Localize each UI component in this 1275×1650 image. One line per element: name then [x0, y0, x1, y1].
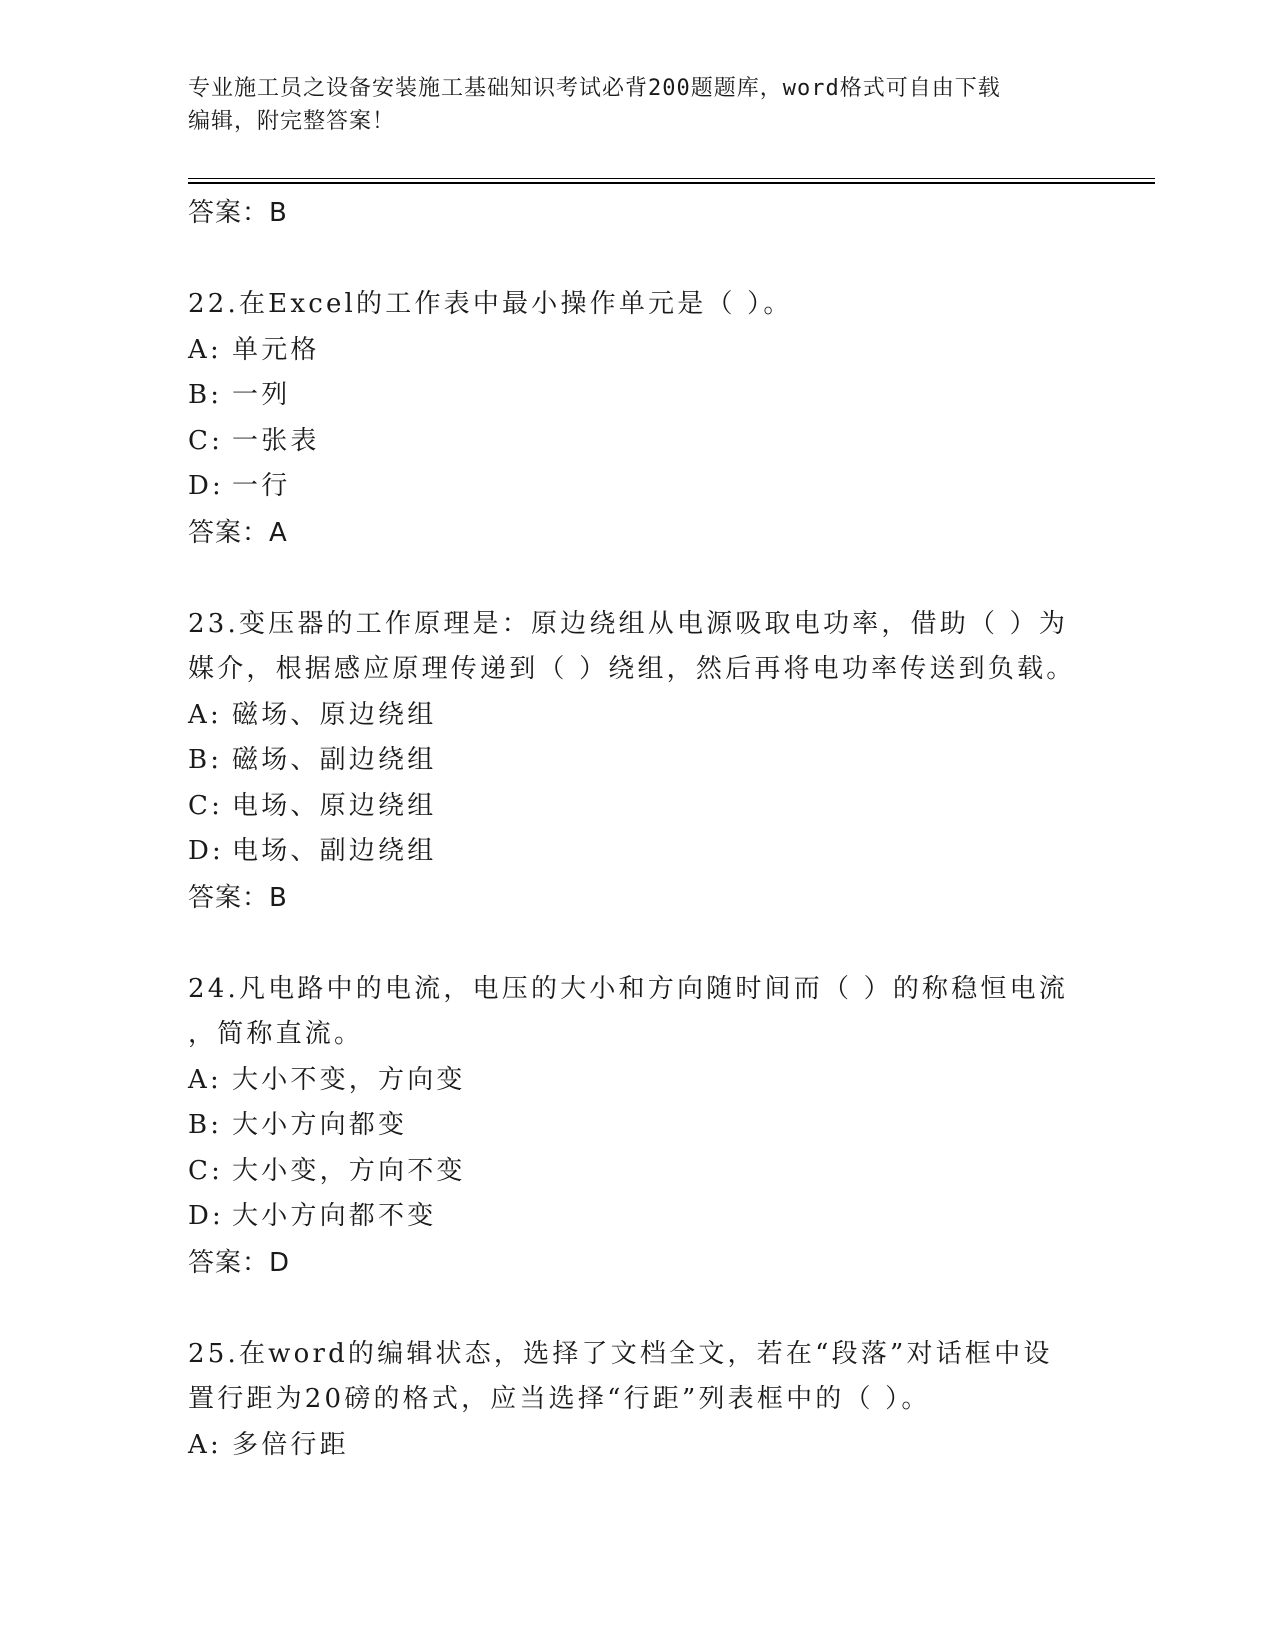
question-text-line: ，简称直流。 [188, 1019, 364, 1049]
option-b [188, 373, 1088, 419]
option-text: 一行 [232, 471, 291, 501]
option-a [188, 693, 1088, 739]
option-letter: A: [188, 1429, 222, 1460]
option-text: 大小不变，方向变 [232, 1064, 466, 1095]
header-line-1: 专业施工员之设备安装施工基础知识考试必背200题题库，word格式可自由下载 [188, 76, 1001, 101]
question-text-line: 24.凡电路中的电流，电压的大小和方向随时间而（ ）的称稳恒电流 [188, 973, 1069, 1004]
option-text: 一列 [232, 380, 291, 410]
option-letter: A: [188, 334, 222, 365]
question-list [188, 190, 1088, 1468]
option-letter: D: [188, 1201, 225, 1231]
option-c [188, 784, 1088, 830]
option-text: 磁场、原边绕组 [232, 699, 437, 730]
option-b [188, 1103, 1088, 1149]
option-c [188, 1149, 1088, 1195]
option-letter: C: [188, 425, 224, 456]
option-text: 单元格 [232, 334, 320, 365]
option-text: 大小方向都变 [232, 1110, 408, 1140]
answer-line: 答案：B [188, 882, 288, 913]
option-letter: A: [188, 1064, 222, 1095]
option-text: 大小方向都不变 [232, 1201, 437, 1231]
document-header [188, 72, 1088, 138]
option-text: 磁场、副边绕组 [232, 745, 437, 775]
option-letter: A: [188, 699, 222, 730]
question-text-line: 25.在word的编辑状态，选择了文档全文，若在“段落”对话框中设 [188, 1338, 1053, 1369]
header-divider-thin [188, 178, 1155, 179]
option-letter: D: [188, 836, 225, 866]
option-text: 一张表 [232, 425, 320, 456]
option-a [188, 1058, 1088, 1104]
option-letter: B: [188, 1110, 223, 1140]
header-divider-thick [188, 182, 1155, 184]
option-d [188, 829, 1088, 875]
option-a [188, 1423, 1088, 1469]
option-letter: C: [188, 1155, 224, 1186]
option-text: 电场、副边绕组 [232, 836, 437, 866]
option-c [188, 419, 1088, 465]
question-24 [188, 967, 1088, 1286]
option-text: 大小变，方向不变 [232, 1155, 466, 1186]
option-b [188, 738, 1088, 784]
header-line-2: 编辑，附完整答案！ [188, 109, 396, 134]
question-text-line: 置行距为20磅的格式，应当选择“行距”列表框中的（ ）。 [188, 1384, 931, 1414]
option-d [188, 1194, 1088, 1240]
question-text-line: 23.变压器的工作原理是：原边绕组从电源吸取电功率，借助（ ）为 [188, 608, 1069, 639]
answer-line: 答案：B [188, 198, 288, 228]
question-23 [188, 602, 1088, 921]
option-letter: C: [188, 790, 224, 821]
option-text: 电场、原边绕组 [232, 790, 437, 821]
question-25 [188, 1332, 1088, 1469]
question-text-line: 媒介，根据感应原理传递到（ ）绕组，然后再将电功率传送到负载。 [188, 654, 1076, 684]
option-letter: B: [188, 380, 223, 410]
option-a [188, 328, 1088, 374]
option-text: 多倍行距 [232, 1429, 349, 1460]
answer-line: 答案：D [188, 1247, 291, 1278]
answer-line: 答案：A [188, 517, 288, 548]
option-letter: D: [188, 471, 225, 501]
option-d [188, 464, 1088, 510]
question-text-line: 22.在Excel的工作表中最小操作单元是（ ）。 [188, 289, 793, 319]
question-22 [188, 282, 1088, 556]
option-letter: B: [188, 745, 223, 775]
